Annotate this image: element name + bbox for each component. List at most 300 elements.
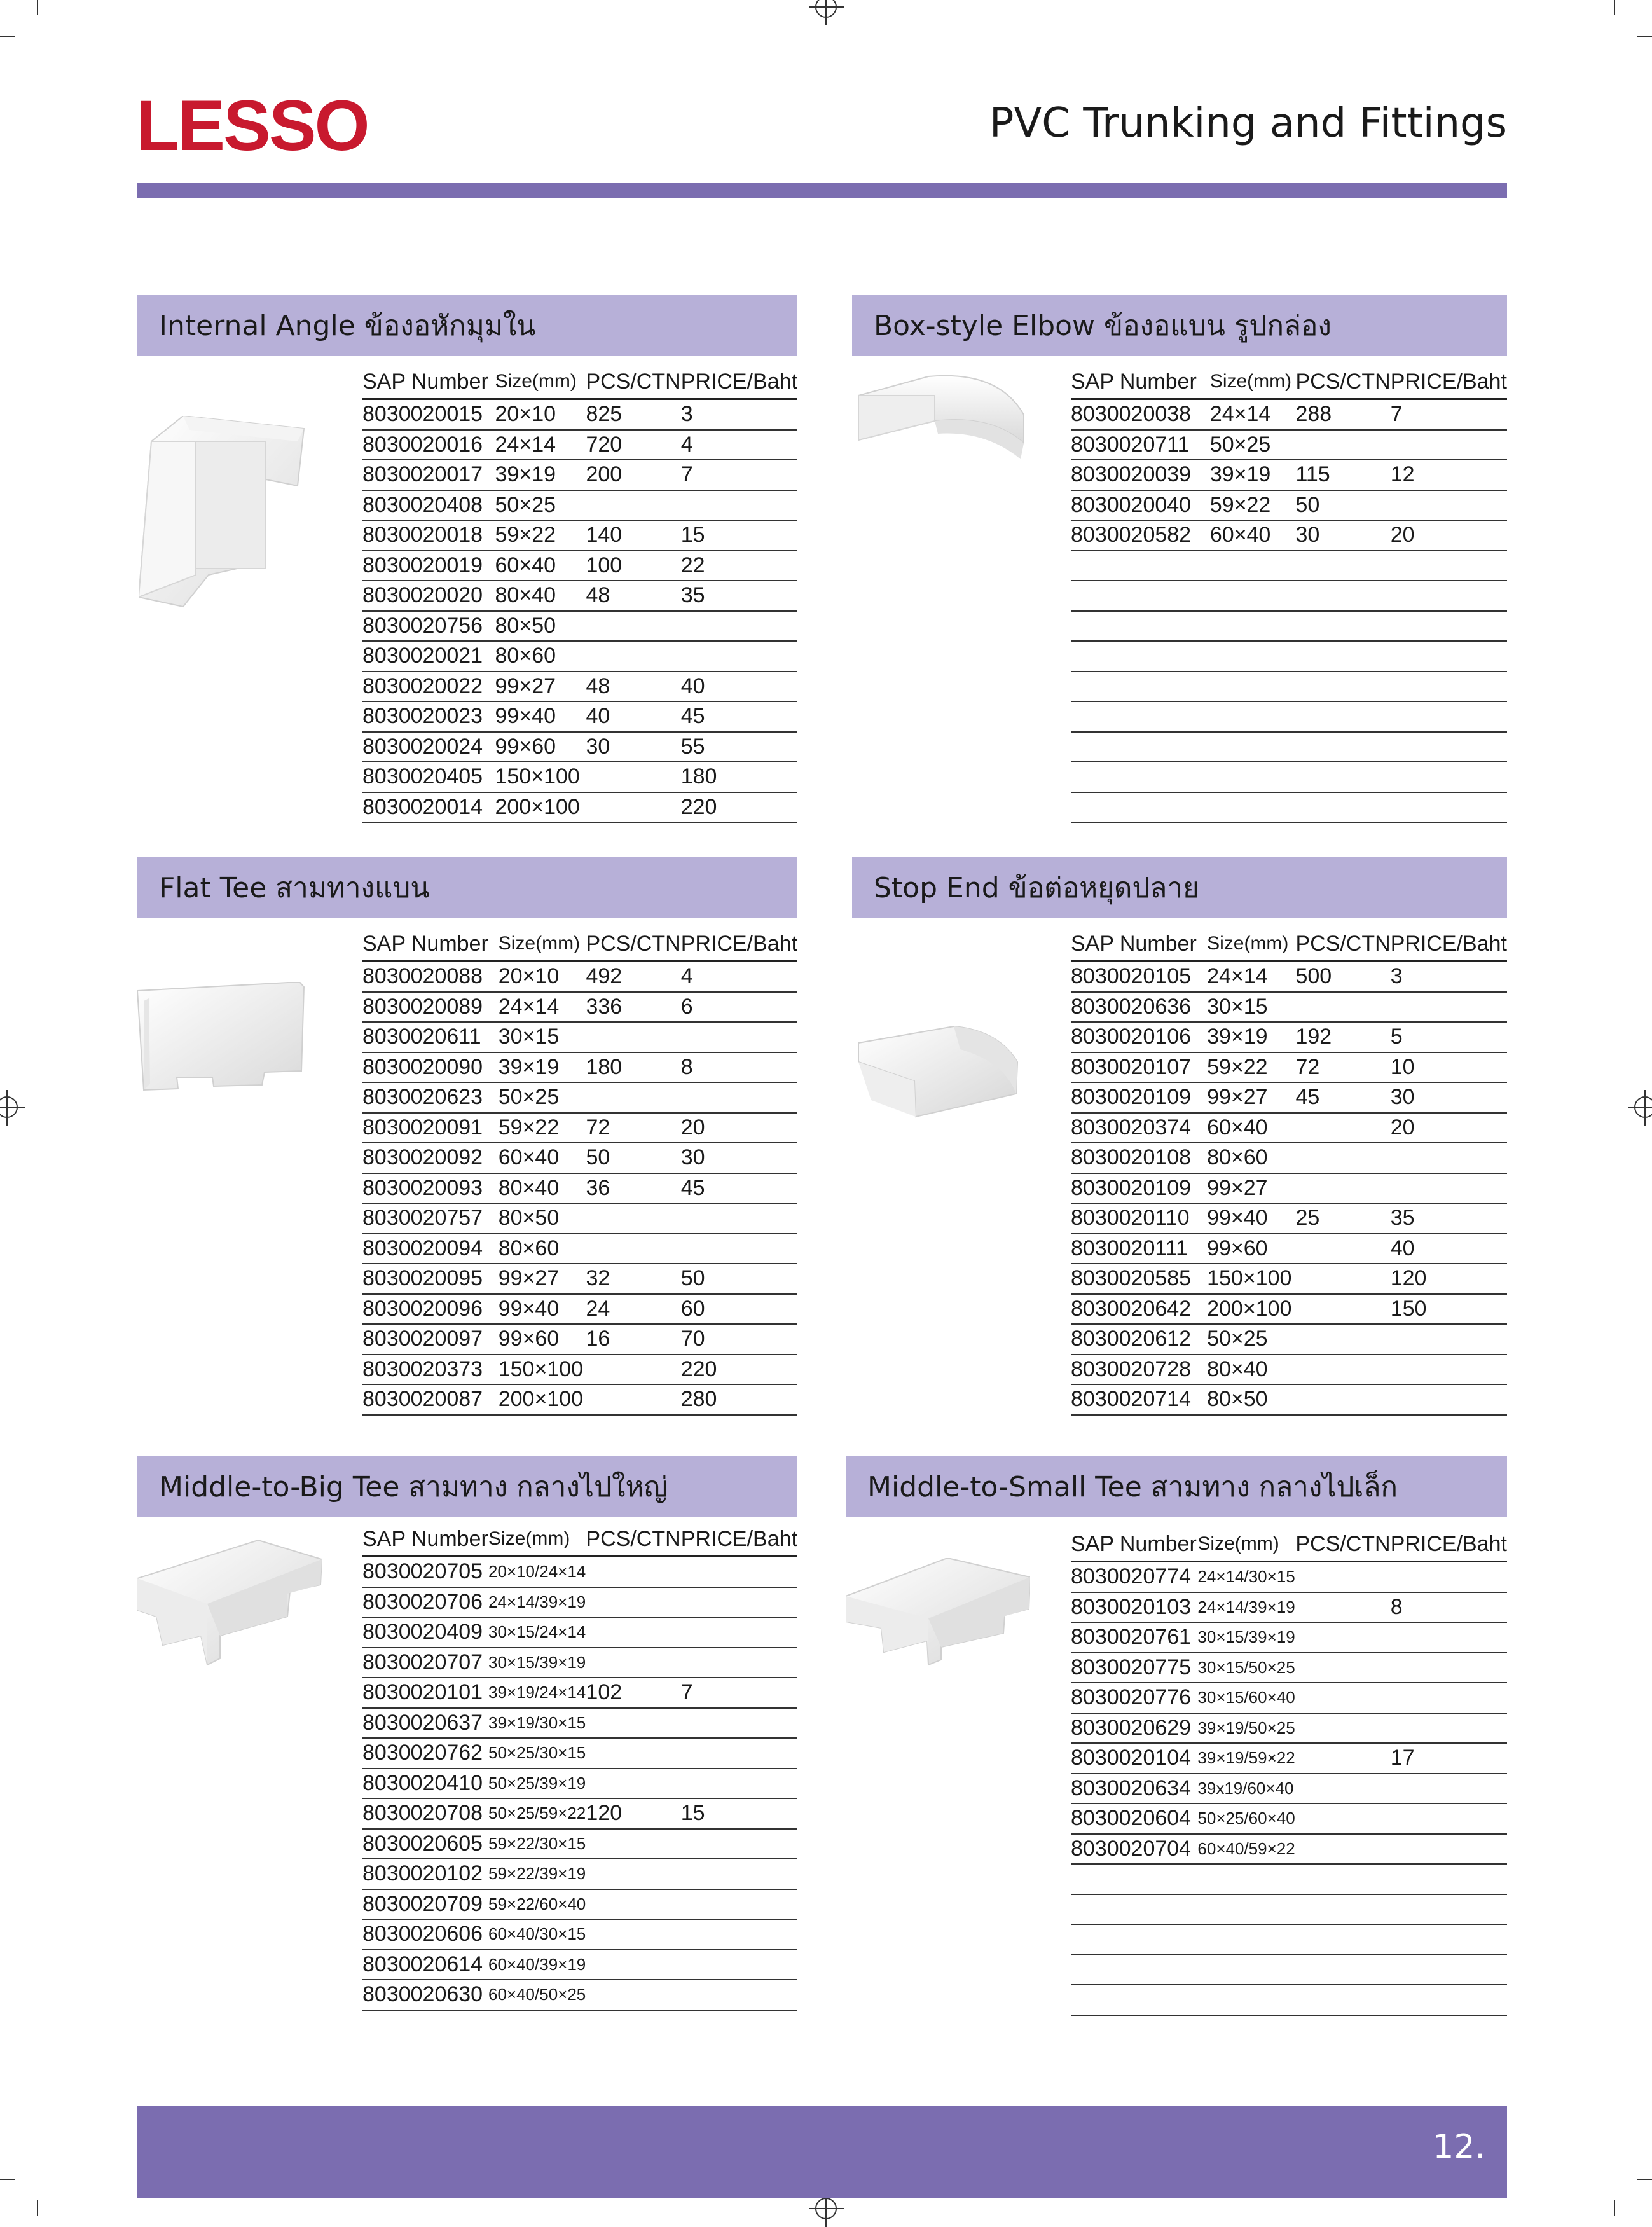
size-cell xyxy=(1210,581,1296,611)
sap-number-cell: 8030020757 xyxy=(362,1203,499,1234)
table-row xyxy=(362,1980,797,2010)
size-cell: 50×25 xyxy=(499,1082,586,1113)
table-row xyxy=(362,1143,797,1173)
price-cell xyxy=(1391,1774,1507,1804)
table-row xyxy=(362,460,797,490)
table-row xyxy=(362,1708,797,1739)
pcs-ctn-cell xyxy=(586,792,680,823)
table-row xyxy=(1071,1713,1507,1744)
sap-number-cell xyxy=(1071,792,1210,823)
size-cell: 30×15/50×25 xyxy=(1197,1653,1295,1683)
sap-number-cell: 8030020091 xyxy=(362,1113,499,1143)
table-row xyxy=(362,762,797,792)
table-header-row xyxy=(362,1522,797,1557)
size-cell: 59×22 xyxy=(1210,490,1296,521)
pcs-ctn-cell xyxy=(1295,1683,1390,1713)
sap-number-cell: 8030020630 xyxy=(362,1980,488,2010)
price-cell xyxy=(1391,1562,1507,1592)
price-cell xyxy=(681,1919,797,1950)
sap-number-cell xyxy=(1071,1894,1197,1925)
price-cell: 5 xyxy=(1391,1022,1507,1052)
sap-number-cell: 8030020636 xyxy=(1071,992,1207,1023)
size-cell: 20×10 xyxy=(499,962,586,992)
size-cell: 80×40 xyxy=(1207,1355,1295,1385)
price-cell xyxy=(1391,1324,1507,1355)
sap-number-cell xyxy=(1071,551,1210,581)
sap-number-cell: 8030020634 xyxy=(1071,1774,1197,1804)
price-cell xyxy=(681,1557,797,1587)
col-size: Size(mm) xyxy=(1197,1527,1295,1562)
size-cell: 60×40/50×25 xyxy=(488,1980,586,2010)
size-cell: 80×40 xyxy=(495,581,586,611)
sap-number-cell: 8030020087 xyxy=(362,1384,499,1415)
table-row xyxy=(1071,1955,1507,1985)
table-row xyxy=(1071,1653,1507,1683)
table-row xyxy=(1071,460,1507,490)
price-cell: 3 xyxy=(1391,962,1507,992)
table-header-row xyxy=(1071,1527,1507,1562)
sap-number-cell: 8030020094 xyxy=(362,1234,499,1264)
sap-number-cell: 8030020623 xyxy=(362,1082,499,1113)
size-cell: 99×27 xyxy=(495,672,586,702)
table-row xyxy=(1071,1022,1507,1052)
table-row xyxy=(1071,1294,1507,1325)
crop-mark xyxy=(0,36,15,37)
table-row xyxy=(362,1557,797,1587)
col-sap-number: SAP Number xyxy=(362,1522,488,1557)
price-cell xyxy=(1391,430,1507,460)
size-cell: 80×60 xyxy=(1207,1143,1295,1173)
pcs-ctn-cell: 48 xyxy=(586,581,680,611)
table-row xyxy=(362,1022,797,1052)
crop-mark xyxy=(1614,2200,1615,2216)
col-pcs-ctn: PCS/CTN xyxy=(1295,1527,1390,1562)
pcs-ctn-cell xyxy=(1295,1384,1390,1415)
table-row xyxy=(1071,1234,1507,1264)
sap-number-cell: 8030020101 xyxy=(362,1678,488,1708)
pcs-ctn-cell xyxy=(586,1950,680,1980)
sap-number-cell: 8030020092 xyxy=(362,1143,499,1173)
sap-number-cell: 8030020017 xyxy=(362,460,495,490)
size-cell: 39×19 xyxy=(495,460,586,490)
price-cell xyxy=(1391,1985,1507,2015)
pcs-ctn-cell xyxy=(1295,1774,1390,1804)
price-cell: 10 xyxy=(1391,1052,1507,1083)
pcs-ctn-cell xyxy=(1295,551,1390,581)
table-row xyxy=(1071,1592,1507,1623)
price-cell xyxy=(1391,581,1507,611)
table-row xyxy=(362,1617,797,1648)
registration-mark xyxy=(0,1096,18,1118)
size-cell: 24×14 xyxy=(495,430,586,460)
price-cell xyxy=(681,1829,797,1859)
sap-number-cell: 8030020704 xyxy=(1071,1834,1197,1865)
col-size: Size(mm) xyxy=(495,365,586,399)
size-cell xyxy=(1197,1864,1295,1894)
sap-number-cell: 8030020642 xyxy=(1071,1294,1207,1325)
size-cell: 30×15 xyxy=(1207,992,1295,1023)
table-row xyxy=(1071,1622,1507,1653)
sap-number-cell: 8030020774 xyxy=(1071,1562,1197,1592)
size-cell: 39×19/50×25 xyxy=(1197,1713,1295,1744)
pcs-ctn-cell xyxy=(586,1082,680,1113)
sap-number-cell: 8030020585 xyxy=(1071,1264,1207,1294)
sap-number-cell: 8030020038 xyxy=(1071,399,1210,430)
size-cell xyxy=(1197,1955,1295,1985)
crop-mark xyxy=(1614,0,1615,15)
price-cell xyxy=(681,1587,797,1618)
table-row xyxy=(1071,1743,1507,1774)
pcs-ctn-cell xyxy=(586,1203,680,1234)
size-cell: 59×22/39×19 xyxy=(488,1859,586,1889)
sap-number-cell: 8030020711 xyxy=(1071,430,1210,460)
sap-number-cell: 8030020040 xyxy=(1071,490,1210,521)
sap-number-cell: 8030020405 xyxy=(362,762,495,792)
pcs-ctn-cell xyxy=(586,1738,680,1769)
size-cell: 39×19/24×14 xyxy=(488,1678,586,1708)
price-cell xyxy=(1391,792,1507,823)
price-cell: 3 xyxy=(681,399,797,430)
size-cell: 24×14/39×19 xyxy=(488,1587,586,1618)
sap-number-cell: 8030020109 xyxy=(1071,1082,1207,1113)
price-cell: 15 xyxy=(681,1798,797,1829)
table-row xyxy=(362,672,797,702)
table-header-row xyxy=(362,927,797,962)
table-row xyxy=(362,1264,797,1294)
price-cell: 20 xyxy=(1391,520,1507,551)
price-cell xyxy=(681,1022,797,1052)
table-row xyxy=(362,490,797,521)
table-row xyxy=(1071,611,1507,642)
price-cell xyxy=(1391,1384,1507,1415)
section-box-style-elbow xyxy=(852,295,1507,829)
pcs-ctn-cell xyxy=(1295,641,1390,672)
pcs-ctn-cell xyxy=(586,1587,680,1618)
pcs-ctn-cell xyxy=(1295,430,1390,460)
sap-number-cell xyxy=(1071,1985,1197,2015)
pcs-ctn-cell xyxy=(1295,581,1390,611)
price-cell xyxy=(1391,1355,1507,1385)
price-cell xyxy=(1391,762,1507,792)
pcs-ctn-cell xyxy=(1295,1264,1390,1294)
table-row xyxy=(1071,520,1507,551)
col-sap-number: SAP Number xyxy=(362,365,495,399)
table-row xyxy=(362,551,797,581)
registration-mark xyxy=(815,0,837,18)
size-cell xyxy=(1197,1985,1295,2015)
table-row xyxy=(362,992,797,1023)
sap-number-cell: 8030020611 xyxy=(362,1022,499,1052)
col-size: Size(mm) xyxy=(488,1522,586,1557)
table-header-row xyxy=(362,365,797,399)
size-cell: 39×19/59×22 xyxy=(1197,1743,1295,1774)
sap-number-cell: 8030020707 xyxy=(362,1648,488,1678)
size-cell: 50×25/39×19 xyxy=(488,1769,586,1799)
size-cell: 60×40 xyxy=(1207,1113,1295,1143)
size-cell: 30×15 xyxy=(499,1022,586,1052)
sap-number-cell: 8030020015 xyxy=(362,399,495,430)
sap-number-cell: 8030020023 xyxy=(362,701,495,732)
sap-number-cell: 8030020016 xyxy=(362,430,495,460)
price-cell xyxy=(1391,1955,1507,1985)
price-cell xyxy=(681,1648,797,1678)
size-cell xyxy=(1210,732,1296,762)
sap-number-cell xyxy=(1071,732,1210,762)
pcs-ctn-cell: 140 xyxy=(586,520,680,551)
size-cell: 80×50 xyxy=(499,1203,586,1234)
sap-number-cell: 8030020109 xyxy=(1071,1173,1207,1204)
table-row xyxy=(362,1587,797,1618)
table-row xyxy=(1071,399,1507,430)
price-cell: 40 xyxy=(1391,1234,1507,1264)
sap-number-cell: 8030020606 xyxy=(362,1919,488,1950)
size-cell: 99×40 xyxy=(495,701,586,732)
price-cell: 180 xyxy=(681,762,797,792)
sap-number-cell: 8030020714 xyxy=(1071,1384,1207,1415)
footer-bar xyxy=(137,2106,1507,2198)
sap-number-cell: 8030020374 xyxy=(1071,1113,1207,1143)
spec-table-box-style-elbow xyxy=(1071,365,1507,823)
table-row xyxy=(1071,641,1507,672)
table-row xyxy=(1071,1173,1507,1204)
pcs-ctn-cell xyxy=(586,1859,680,1889)
pcs-ctn-cell xyxy=(586,1557,680,1587)
size-cell: 59×22/30×15 xyxy=(488,1829,586,1859)
price-cell xyxy=(1391,490,1507,521)
section-title: Flat Tee สามทางแบน xyxy=(137,857,797,918)
table-row xyxy=(1071,962,1507,992)
pcs-ctn-cell: 200 xyxy=(586,460,680,490)
sap-number-cell: 8030020637 xyxy=(362,1708,488,1739)
size-cell: 50×25 xyxy=(1207,1324,1295,1355)
col-price: PRICE/Baht xyxy=(1391,927,1507,962)
size-cell: 50×25 xyxy=(1210,430,1296,460)
table-row xyxy=(1071,490,1507,521)
table-row xyxy=(1071,430,1507,460)
table-row xyxy=(1071,1864,1507,1894)
pcs-ctn-cell xyxy=(586,1889,680,1920)
price-cell: 55 xyxy=(681,732,797,762)
pcs-ctn-cell: 50 xyxy=(1295,490,1390,521)
price-cell: 22 xyxy=(681,551,797,581)
table-header-row xyxy=(1071,365,1507,399)
sap-number-cell: 8030020018 xyxy=(362,520,495,551)
table-row xyxy=(362,1648,797,1678)
section-flat-tee xyxy=(137,857,797,1423)
table-row xyxy=(362,1052,797,1083)
pcs-ctn-cell xyxy=(1295,1324,1390,1355)
size-cell: 80×40 xyxy=(499,1173,586,1204)
table-row xyxy=(1071,1324,1507,1355)
pcs-ctn-cell: 24 xyxy=(586,1294,680,1325)
table-header-row xyxy=(1071,927,1507,962)
pcs-ctn-cell xyxy=(1295,1834,1390,1865)
table-row xyxy=(1071,1203,1507,1234)
section-title: Middle-to-Big Tee สามทาง กลางไปใหญ่ xyxy=(137,1456,797,1517)
price-cell: 20 xyxy=(681,1113,797,1143)
table-row xyxy=(1071,1052,1507,1083)
price-cell: 50 xyxy=(681,1264,797,1294)
sap-number-cell: 8030020629 xyxy=(1071,1713,1197,1744)
sap-number-cell: 8030020089 xyxy=(362,992,499,1023)
table-row xyxy=(362,1769,797,1799)
sap-number-cell xyxy=(1071,672,1210,702)
sap-number-cell xyxy=(1071,762,1210,792)
crop-mark xyxy=(37,0,38,15)
pcs-ctn-cell xyxy=(1295,1653,1390,1683)
sap-number-cell: 8030020110 xyxy=(1071,1203,1207,1234)
sap-number-cell: 8030020024 xyxy=(362,732,495,762)
table-row xyxy=(1071,551,1507,581)
col-pcs-ctn: PCS/CTN xyxy=(586,927,680,962)
pcs-ctn-cell xyxy=(1295,1894,1390,1925)
sap-number-cell: 8030020039 xyxy=(1071,460,1210,490)
sap-number-cell: 8030020090 xyxy=(362,1052,499,1083)
col-price: PRICE/Baht xyxy=(1391,365,1507,399)
pcs-ctn-cell xyxy=(586,1022,680,1052)
pcs-ctn-cell xyxy=(586,641,680,672)
table-row xyxy=(362,792,797,823)
pcs-ctn-cell xyxy=(1295,672,1390,702)
table-row xyxy=(1071,581,1507,611)
spec-table-middle-to-small-tee xyxy=(1071,1527,1507,2016)
size-cell: 59×22 xyxy=(499,1113,586,1143)
pcs-ctn-cell xyxy=(586,1829,680,1859)
price-cell: 120 xyxy=(1391,1264,1507,1294)
table-row xyxy=(1071,762,1507,792)
size-cell: 39×19 xyxy=(499,1052,586,1083)
table-row xyxy=(1071,1894,1507,1925)
pcs-ctn-cell xyxy=(1295,1985,1390,2015)
table-row xyxy=(362,1324,797,1355)
size-cell: 24×14 xyxy=(499,992,586,1023)
size-cell: 60×40/39×19 xyxy=(488,1950,586,1980)
price-cell xyxy=(681,1082,797,1113)
table-row xyxy=(1071,1803,1507,1834)
crop-mark xyxy=(1637,2179,1652,2180)
sap-number-cell: 8030020107 xyxy=(1071,1052,1207,1083)
size-cell: 24×14 xyxy=(1210,399,1296,430)
size-cell: 50×25/30×15 xyxy=(488,1738,586,1769)
sap-number-cell: 8030020775 xyxy=(1071,1653,1197,1683)
size-cell: 200×100 xyxy=(1207,1294,1295,1325)
pcs-ctn-cell: 492 xyxy=(586,962,680,992)
brand-logo: LESSO xyxy=(136,86,368,165)
table-row xyxy=(1071,1683,1507,1713)
price-cell: 220 xyxy=(681,792,797,823)
size-cell xyxy=(1210,641,1296,672)
price-cell: 60 xyxy=(681,1294,797,1325)
table-row xyxy=(362,1384,797,1415)
section-middle-to-small-tee xyxy=(846,1456,1507,2029)
price-cell xyxy=(1391,672,1507,702)
pcs-ctn-cell xyxy=(586,1234,680,1264)
price-cell: 35 xyxy=(1391,1203,1507,1234)
table-row xyxy=(362,1234,797,1264)
price-cell: 8 xyxy=(1391,1592,1507,1623)
size-cell: 59×22 xyxy=(1207,1052,1295,1083)
size-cell: 20×10 xyxy=(495,399,586,430)
sap-number-cell: 8030020761 xyxy=(1071,1622,1197,1653)
table-row xyxy=(1071,1924,1507,1955)
table-row xyxy=(362,1859,797,1889)
table-row xyxy=(1071,1562,1507,1592)
price-cell: 150 xyxy=(1391,1294,1507,1325)
table-row xyxy=(1071,1985,1507,2015)
table-row xyxy=(1071,792,1507,823)
table-row xyxy=(362,1355,797,1385)
sap-number-cell: 8030020022 xyxy=(362,672,495,702)
price-cell: 4 xyxy=(681,962,797,992)
price-cell xyxy=(1391,1143,1507,1173)
price-cell xyxy=(681,1234,797,1264)
price-cell: 45 xyxy=(681,1173,797,1204)
sap-number-cell: 8030020102 xyxy=(362,1859,488,1889)
sap-number-cell: 8030020612 xyxy=(1071,1324,1207,1355)
price-cell xyxy=(1391,641,1507,672)
pcs-ctn-cell xyxy=(1295,1743,1390,1774)
size-cell: 30×15/24×14 xyxy=(488,1617,586,1648)
table-row xyxy=(1071,1264,1507,1294)
sap-number-cell: 8030020096 xyxy=(362,1294,499,1325)
section-title: Middle-to-Small Tee สามทาง กลางไปเล็ก xyxy=(846,1456,1507,1517)
size-cell: 39×19 xyxy=(1207,1022,1295,1052)
price-cell xyxy=(1391,1622,1507,1653)
table-row xyxy=(362,1678,797,1708)
price-cell xyxy=(1391,701,1507,732)
price-cell: 45 xyxy=(681,701,797,732)
price-cell xyxy=(681,611,797,642)
pcs-ctn-cell: 72 xyxy=(1295,1052,1390,1083)
price-cell xyxy=(1391,1683,1507,1713)
page-number: 12. xyxy=(1433,2128,1485,2166)
pcs-ctn-cell xyxy=(1295,762,1390,792)
section-title: Internal Angle ข้องอหักมุมใน xyxy=(137,295,797,356)
price-cell xyxy=(1391,1894,1507,1925)
pcs-ctn-cell xyxy=(586,490,680,521)
size-cell: 20×10/24×14 xyxy=(488,1557,586,1587)
price-cell: 4 xyxy=(681,430,797,460)
size-cell: 80×60 xyxy=(499,1234,586,1264)
sap-number-cell: 8030020021 xyxy=(362,641,495,672)
sap-number-cell xyxy=(1071,1924,1197,1955)
sap-number-cell: 8030020111 xyxy=(1071,1234,1207,1264)
pcs-ctn-cell: 720 xyxy=(586,430,680,460)
table-row xyxy=(362,1203,797,1234)
price-cell: 40 xyxy=(681,672,797,702)
price-cell xyxy=(1391,732,1507,762)
pcs-ctn-cell xyxy=(1295,611,1390,642)
pcs-ctn-cell: 825 xyxy=(586,399,680,430)
table-row xyxy=(1071,701,1507,732)
price-cell: 30 xyxy=(681,1143,797,1173)
table-row xyxy=(1071,1384,1507,1415)
table-row xyxy=(362,641,797,672)
pcs-ctn-cell xyxy=(586,611,680,642)
pcs-ctn-cell xyxy=(586,1708,680,1739)
pcs-ctn-cell: 30 xyxy=(1295,520,1390,551)
price-cell: 6 xyxy=(681,992,797,1023)
col-price: PRICE/Baht xyxy=(1391,1527,1507,1562)
pcs-ctn-cell xyxy=(1295,1355,1390,1385)
size-cell: 80×50 xyxy=(1207,1384,1295,1415)
price-cell xyxy=(681,1980,797,2010)
size-cell: 80×60 xyxy=(495,641,586,672)
size-cell: 99×27 xyxy=(499,1264,586,1294)
size-cell: 30×15/60×40 xyxy=(1197,1683,1295,1713)
size-cell: 200×100 xyxy=(495,792,586,823)
price-cell xyxy=(1391,1834,1507,1865)
